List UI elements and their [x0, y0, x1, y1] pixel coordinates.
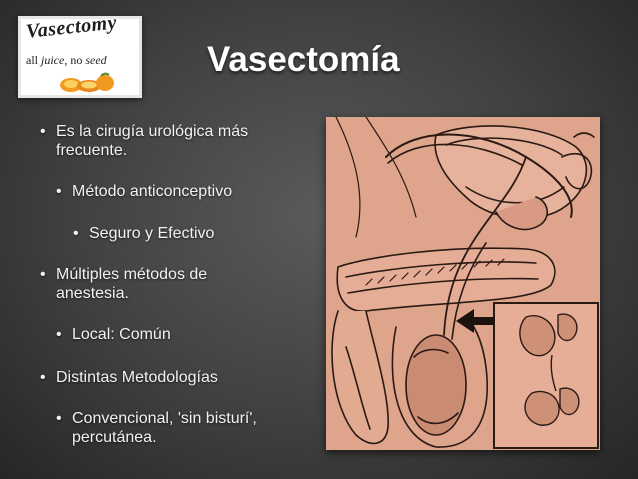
bullet-4-line-1: • Múltiples métodos de: [56, 266, 208, 283]
anatomy-illustration: [326, 117, 600, 450]
bullet-4: [56, 265, 207, 303]
bullet-6: [56, 368, 218, 387]
orange-halves-icon: [57, 71, 117, 93]
bullet-5-line-1: • Local: Común: [72, 326, 171, 343]
bullet-1-line-2: frecuente.: [56, 142, 128, 159]
slide-title: Vasectomía: [207, 40, 400, 79]
bullet-3: [89, 224, 214, 243]
bullet-2-line-1: • Método anticonceptivo: [72, 183, 233, 200]
bullet-7-line-2: percutánea.: [72, 429, 157, 446]
logo-title: Vasectomy: [25, 11, 118, 43]
vasectomy-logo: [18, 11, 142, 98]
bullet-7: [72, 409, 257, 447]
logo-tagline-seed: seed: [85, 53, 107, 67]
bullet-3-line-1: • Seguro y Efectivo: [89, 225, 215, 242]
anatomy-drawing: [326, 117, 600, 450]
logo-tagline: [26, 53, 107, 68]
bullet-2: [72, 182, 232, 201]
bullet-6-line-1: • Distintas Metodologías: [56, 369, 218, 386]
bullet-4-line-2: anestesia.: [56, 285, 129, 302]
logo-tagline-start: all: [26, 53, 41, 67]
bullet-1: [56, 122, 248, 160]
bullet-7-line-1: • Convencional, 'sin bisturí',: [72, 410, 257, 427]
bullet-5: [72, 325, 171, 344]
bullet-1-line-1: • Es la cirugía urológica más: [56, 123, 249, 140]
logo-tagline-mid: , no: [64, 53, 86, 67]
logo-tagline-juice: juice: [41, 53, 65, 67]
